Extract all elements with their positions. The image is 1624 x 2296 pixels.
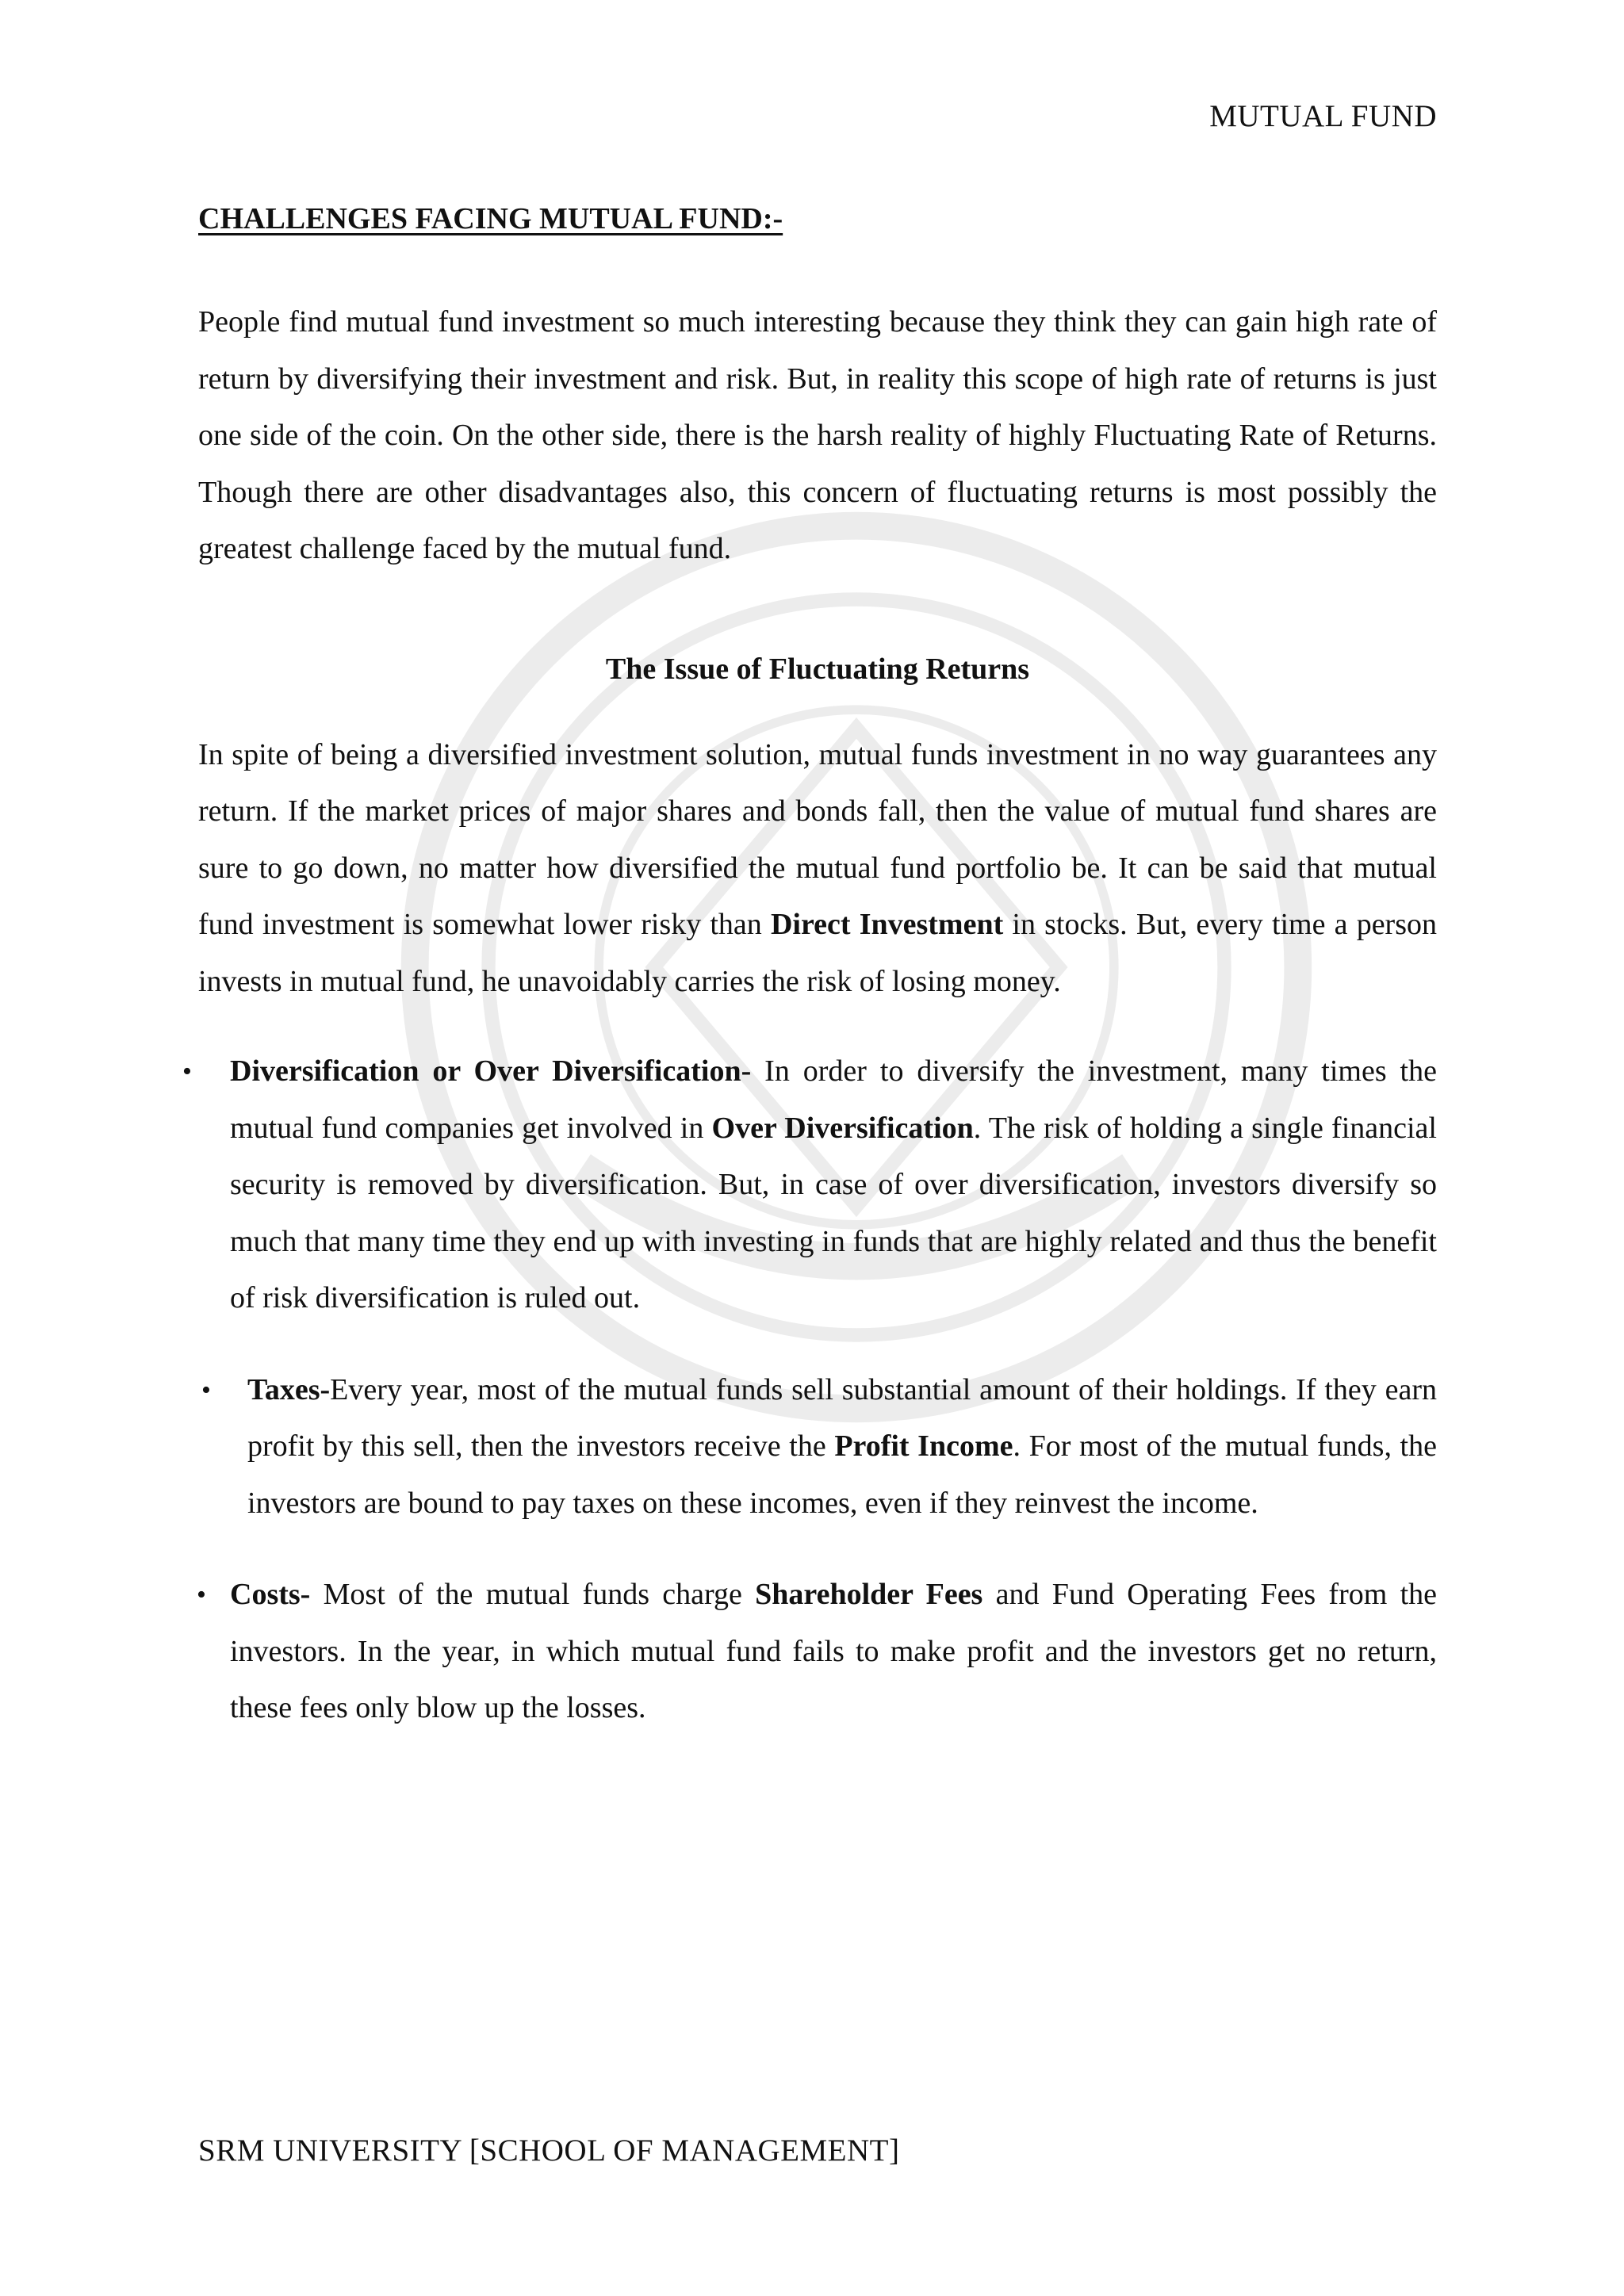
- bullet-icon: •: [182, 1057, 192, 1086]
- bullet-icon: •: [197, 1580, 206, 1609]
- bullet-term: Costs-: [230, 1578, 311, 1611]
- bold-term: Over Diversification: [711, 1111, 974, 1145]
- bullet-text: Most of the mutual funds charge: [310, 1578, 756, 1611]
- subsection-heading: The Issue of Fluctuating Returns: [605, 652, 1030, 686]
- page-content: [182, 194, 1438, 1737]
- running-footer: SRM UNIVERSITY [SCHOOL OF MANAGEMENT]: [198, 2133, 900, 2168]
- running-header: MUTUAL FUND: [1209, 99, 1437, 133]
- intro-paragraph: People find mutual fund investment so much interesting because they think they can gain high rate of return by diversifying their investment and risk. But, in reality this scope of high rate of returns is just one side of the coin. On the other side, there is the harsh reality of highly Fluctuating Rate of Returns. Though there are other disadvantages also, this concern of fluctuating returns is most possibly the greatest challenge faced by the mutual fund.: [198, 305, 1437, 565]
- challenges-bullet-list: [182, 1043, 1438, 1737]
- fluctuating-returns-paragraph: [198, 727, 1437, 1011]
- list-item-taxes: [198, 1362, 1437, 1533]
- section-title: CHALLENGES FACING MUTUAL FUND:-: [198, 202, 783, 235]
- bullet-text: Every year, most of the mutual funds sell substantial amount of their holdings. If they earn profit by this sell, then the investors receive the: [247, 1372, 1437, 1463]
- bullet-icon: •: [201, 1375, 211, 1405]
- list-item-costs: [198, 1567, 1437, 1737]
- list-item-diversification: [182, 1043, 1437, 1327]
- bold-term: Shareholder Fees: [755, 1578, 983, 1611]
- bullet-text: . The risk of holding a single financial security is removed by diversification. But, in case of over diversification, investors diversify so much that many time they end up with investing in funds that are highly related and thus the benefit of risk diversification is ruled out.: [230, 1111, 1437, 1314]
- bullet-text: . For most of the mutual funds, the investors are bound to pay taxes on these incomes, even if they reinvest the income.: [247, 1429, 1437, 1520]
- paragraph-text: in stocks. But, every time a person invests in mutual fund, he unavoidably carries the risk of losing money.: [198, 908, 1438, 998]
- bold-term: Profit Income: [834, 1429, 1013, 1463]
- bullet-term: Taxes-: [247, 1372, 331, 1406]
- bold-term-direct-investment: Direct Investment: [770, 908, 1004, 941]
- bullet-term: Diversification or Over Diversification-: [230, 1054, 752, 1088]
- paragraph-text: In spite of being a diversified investment solution, mutual funds investment in no way guarantees any return. If the market prices of major shares and bonds fall, then the value of mutual fund shares are sure to go down, no matter how diversified the mutual fund portfolio be. It can be said that mutual fund investment is somewhat lower risky than: [198, 737, 1437, 941]
- bullet-text: and Fund Operating Fees from the investors. In the year, in which mutual fund fails to make profit and the investors get no return, these fees only blow up the losses.: [230, 1578, 1438, 1724]
- bullet-text: In order to diversify the investment, many times the mutual fund companies get involved in: [230, 1054, 1437, 1145]
